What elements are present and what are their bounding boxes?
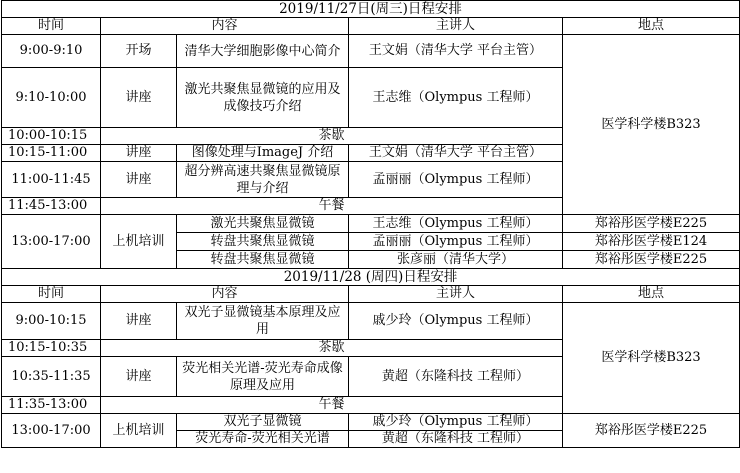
break-label: 午餐 [101, 397, 563, 414]
row-topic: 图像处理与ImageJ 介绍 [177, 145, 349, 162]
row-time: 13:00-17:00 [2, 414, 101, 448]
row-type: 上机培训 [101, 215, 177, 269]
row-time: 11:45-13:00 [2, 198, 101, 215]
row-type: 讲座 [101, 357, 177, 397]
day1-header-speaker: 主讲人 [349, 18, 563, 35]
row-type: 开场 [101, 35, 177, 68]
row-topic: 超分辨高速共聚焦显微镜原理与介绍 [177, 162, 349, 198]
session-topic: 激光共聚焦显微镜 [177, 215, 349, 233]
day1-main-location: 医学科学楼B323 [563, 35, 740, 215]
session-speaker: 黄超（东隆科技 工程师） [349, 431, 563, 448]
row-speaker: 黄超（东隆科技 工程师） [349, 357, 563, 397]
day2-header-time: 时间 [2, 286, 101, 303]
row-speaker: 戚少玲（Olympus 工程师） [349, 303, 563, 340]
session-location: 郑裕彤医学楼E225 [563, 251, 740, 269]
row-topic: 清华大学细胞影像中心简介 [177, 35, 349, 68]
row-time: 9:00-10:15 [2, 303, 101, 340]
row-speaker: 王文娟（清华大学 平台主管） [349, 35, 563, 68]
schedule-table [1, 0, 740, 448]
row-topic: 双光子显微镜基本原理及应用 [177, 303, 349, 340]
day1-header-time: 时间 [2, 18, 101, 35]
row-type: 上机培训 [101, 414, 177, 448]
row-type: 讲座 [101, 303, 177, 340]
break-label: 茶歇 [101, 128, 563, 145]
row-speaker: 王文娟（清华大学 平台主管） [349, 145, 563, 162]
session-topic: 转盘共聚焦显微镜 [177, 233, 349, 251]
break-label: 茶歇 [101, 340, 563, 357]
day1-header-content: 内容 [101, 18, 349, 35]
day2-header-speaker: 主讲人 [349, 286, 563, 303]
day2-title: 2019/11/28 (周四)日程安排 [2, 269, 740, 286]
row-speaker: 孟丽丽（Olympus 工程师） [349, 162, 563, 198]
session-speaker: 张彦丽（清华大学） [349, 251, 563, 269]
row-topic: 荧光相关光谱-荧光寿命成像原理及应用 [177, 357, 349, 397]
session-topic: 荧光寿命-荧光相关光谱 [177, 431, 349, 448]
row-speaker: 王志维（Olympus 工程师） [349, 68, 563, 128]
session-location: 郑裕彤医学楼E225 [563, 414, 740, 448]
session-location: 郑裕彤医学楼E124 [563, 233, 740, 251]
row-topic: 激光共聚焦显微镜的应用及成像技巧介绍 [177, 68, 349, 128]
session-speaker: 戚少玲（Olympus 工程师） [349, 414, 563, 431]
row-type: 讲座 [101, 162, 177, 198]
row-time: 10:15-11:00 [2, 145, 101, 162]
day2-header-location: 地点 [563, 286, 740, 303]
row-time: 11:35-13:00 [2, 397, 101, 414]
day2-header-content: 内容 [101, 286, 349, 303]
break-label: 午餐 [101, 198, 563, 215]
day1-header-location: 地点 [563, 18, 740, 35]
session-speaker: 孟丽丽（Olympus 工程师） [349, 233, 563, 251]
session-location: 郑裕彤医学楼E225 [563, 215, 740, 233]
session-topic: 双光子显微镜 [177, 414, 349, 431]
row-time: 9:10-10:00 [2, 68, 101, 128]
day2-main-location: 医学科学楼B323 [563, 303, 740, 414]
row-type: 讲座 [101, 145, 177, 162]
row-time: 9:00-9:10 [2, 35, 101, 68]
row-time: 10:00-10:15 [2, 128, 101, 145]
row-time: 10:15-10:35 [2, 340, 101, 357]
session-speaker: 王志维（Olympus 工程师） [349, 215, 563, 233]
row-type: 讲座 [101, 68, 177, 128]
day1-title: 2019/11/27日(周三)日程安排 [2, 1, 740, 18]
session-topic: 转盘共聚焦显微镜 [177, 251, 349, 269]
row-time: 10:35-11:35 [2, 357, 101, 397]
row-time: 11:00-11:45 [2, 162, 101, 198]
row-time: 13:00-17:00 [2, 215, 101, 269]
